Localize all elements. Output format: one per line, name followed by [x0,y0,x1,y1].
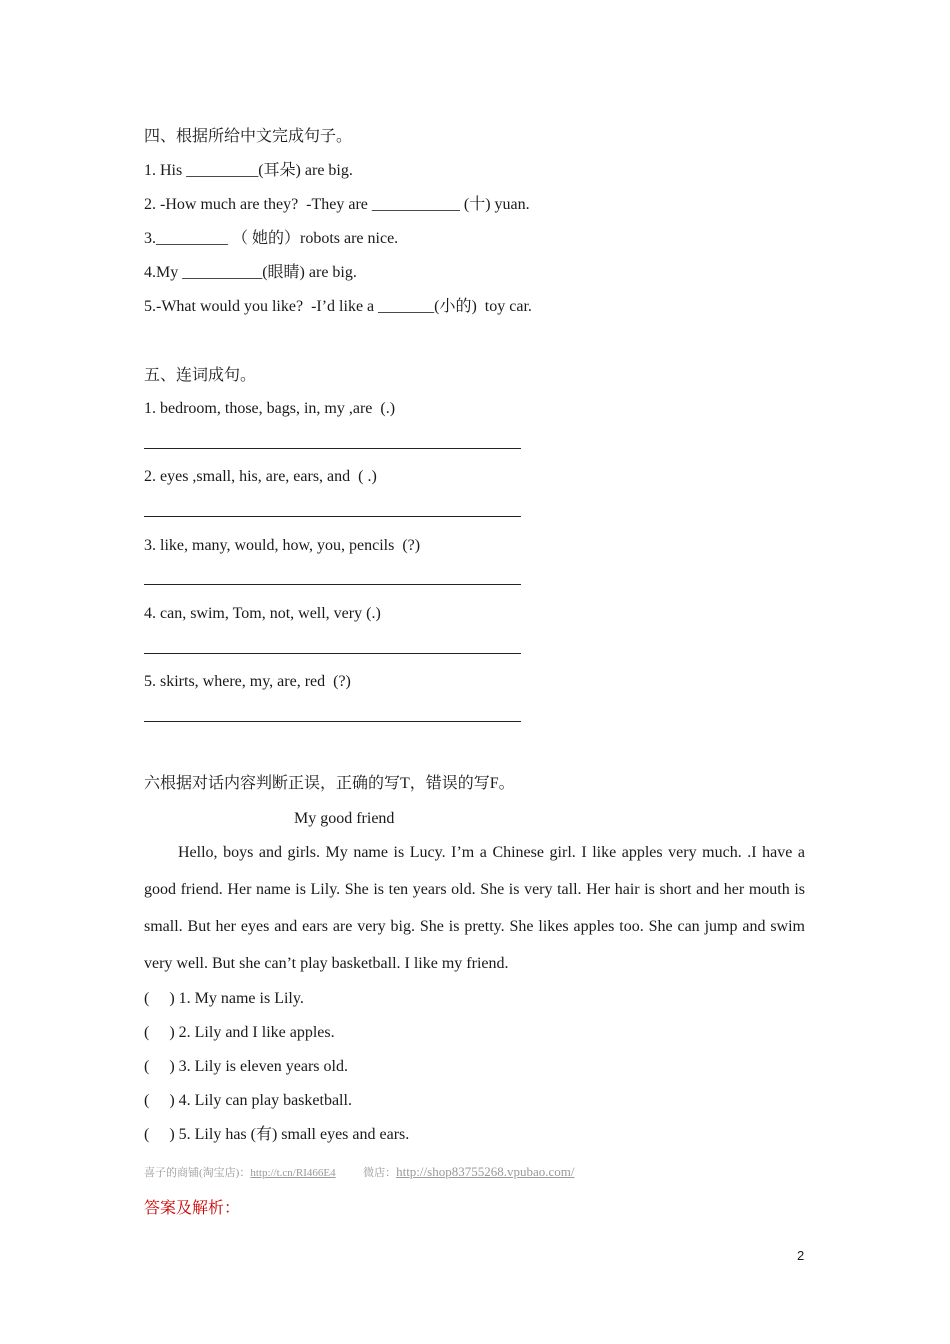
tf-item-4: ( ) 4. Lily can play basketball. [144,1092,352,1109]
page-number: 2 [797,1248,805,1263]
section4-item-2: 2. -How much are they? -They are ___________ (十) yuan. [144,196,530,213]
answer-line-1 [144,448,521,449]
answer-line-5 [144,721,521,722]
section4-item-5: 5.-What would you like? -I’d like a _______(小的) toy car. [144,298,532,315]
section5-item-2: 2. eyes ,small, his, are, ears, and ( .) [144,468,377,485]
weidian-link[interactable]: http://shop83755268.vpubao.com/ [396,1164,575,1179]
section4-item-1: 1. His _________(耳朵) are big. [144,162,353,179]
tf-item-1: ( ) 1. My name is Lily. [144,990,304,1007]
section5-item-5: 5. skirts, where, my, are, red (?) [144,673,351,690]
section6-heading: 六根据对话内容判断正误，正确的写T，错误的写F。 [144,775,515,792]
section5-item-4: 4. can, swim, Tom, not, well, very (.) [144,605,381,622]
section5-item-3: 3. like, many, would, how, you, pencils (?) [144,537,421,554]
section4-heading: 四、根据所给中文完成句子。 [144,128,353,145]
weidian-label: 微店： [363,1167,397,1179]
passage-title: My good friend [294,810,395,827]
tf-item-3: ( ) 3. Lily is eleven years old. [144,1058,348,1075]
answer-line-3 [144,584,521,585]
section4-item-4: 4.My __________(眼睛) are big. [144,264,357,281]
shop-label: 喜子的商铺(淘宝店)： [144,1167,251,1179]
shop-link[interactable]: http://t.cn/RI466E4 [250,1167,336,1179]
answers-heading: 答案及解析： [144,1200,241,1217]
shop-footer [144,1164,574,1180]
section4-item-3: 3._________ （ 她的）robots are nice. [144,230,399,247]
tf-item-2: ( ) 2. Lily and I like apples. [144,1024,335,1041]
answer-line-2 [144,516,521,517]
passage-text: Hello, boys and girls. My name is Lucy. I’m a Chinese girl. I like apples very much. .I have a good friend. Her name is Lily. She is ten years old. She is very tall. Her hair is short and her mouth is small. But her eyes and ears are very big. She is pretty. She likes apples too. She can jump and swim very well. But she can’t play basketball. I like my friend. [144,844,805,972]
tf-item-5: ( ) 5. Lily has (有) small eyes and ears. [144,1126,410,1143]
answer-line-4 [144,653,521,654]
section5-heading: 五、连词成句。 [144,367,257,384]
section5-item-1: 1. bedroom, those, bags, in, my ,are (.) [144,400,396,417]
